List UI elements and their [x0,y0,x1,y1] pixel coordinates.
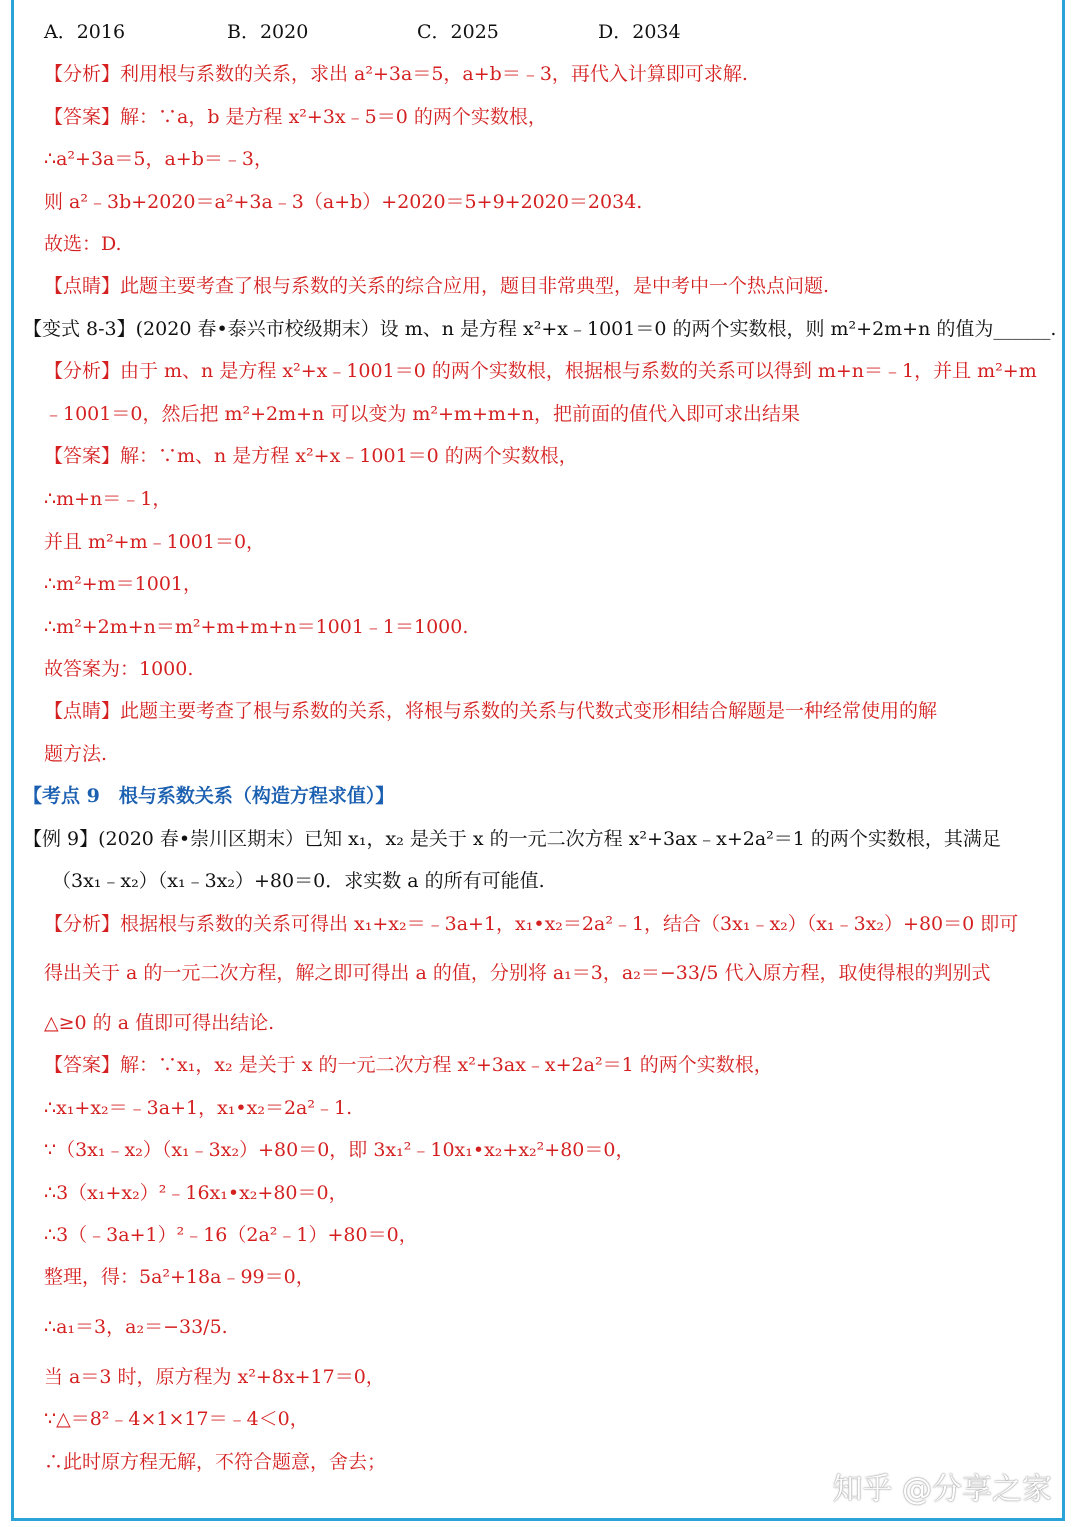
example9-question: 【例 9】(2020 春•崇川区期末）已知 x₁，x₂ 是关于 x 的一元二次方程 x²+3ax﹣x+2a²＝1 的两个实数根，其满足 [23,828,1001,850]
q1-comment: 【点睛】此题主要考查了根与系数的关系的综合应用，题目非常典型，是中考中一个热点问题. [44,275,830,297]
variant-analysis: 【分析】由于 m、n 是方程 x²+x﹣1001＝0 的两个实数根，根据根与系数的关系可以得到 m+n＝﹣1，并且 m²+m [44,360,1037,382]
example9-step: ∴3（x₁+x₂）²﹣16x₁•x₂+80＝0， [44,1182,348,1204]
example9-step: ∵△＝8²﹣4×1×17＝﹣4＜0， [44,1408,309,1430]
variant-comment: 【点睛】此题主要考查了根与系数的关系，将根与系数的关系与代数式变形相结合解题是一种经常使用的解 [44,700,938,722]
variant-question: 【变式 8-3】(2020 春•泰兴市校级期末）设 m、n 是方程 x²+x﹣1001＝0 的两个实数根，则 m²+2m+n 的值为______. [23,318,1057,340]
example9-step: ∴3（﹣3a+1）²﹣16（2a²﹣1）+80＝0， [44,1224,418,1246]
option-d: D．2034 [598,21,681,43]
variant-comment-cont: 题方法. [44,743,108,765]
q1-answer: 【答案】解：∵a，b 是方程 x²+3x﹣5＝0 的两个实数根， [44,106,547,128]
example9-step: 当 a＝3 时，原方程为 x²+8x+17＝0， [44,1366,385,1388]
example9-step: ∴此时原方程无解，不符合题意，舍去； [44,1451,387,1473]
q1-step: ∴a²+3a＝5，a+b＝﹣3， [44,148,273,170]
example9-step: ∵（3x₁﹣x₂）（x₁﹣3x₂）+80＝0，即 3x₁²﹣10x₁•x₂+x₂²+80＝0， [44,1139,635,1161]
variant-step: 并且 m²+m﹣1001＝0， [44,531,266,553]
option-b: B．2020 [227,21,309,43]
variant-step: ∴m²+2m+n＝m²+m+m+n＝1001﹣1＝1000. [44,616,469,638]
page-border [11,0,1065,1521]
answer-options [44,19,681,45]
example9-analysis: 【分析】根据根与系数的关系可得出 x₁+x₂＝﹣3a+1，x₁•x₂＝2a²﹣1，结合（3x₁﹣x₂）（x₁﹣3x₂）+80＝0 即可 [44,913,1019,935]
option-c: C．2025 [417,21,499,43]
q1-step: 则 a²﹣3b+2020＝a²+3a﹣3（a+b）+2020＝5+9+2020＝2034. [44,191,643,213]
example9-step: 整理，得：5a²+18a﹣99＝0， [44,1266,315,1288]
watermark: 知乎 @分享之家 [832,1472,1052,1507]
example9-question-cont: （3x₁﹣x₂）（x₁﹣3x₂）+80＝0．求实数 a 的所有可能值. [52,870,545,892]
q1-analysis: 【分析】利用根与系数的关系，求出 a²+3a＝5，a+b＝﹣3，再代入计算即可求解. [44,63,748,85]
variant-step: ∴m+n＝﹣1， [44,488,172,510]
variant-answer: 【答案】解：∵m、n 是方程 x²+x﹣1001＝0 的两个实数根， [44,445,578,467]
example9-analysis-cont: 得出关于 a 的一元二次方程，解之即可得出 a 的值，分别将 a₁＝3，a₂＝−33/5 代入原方程，取使得根的判别式 [44,962,991,984]
example9-answer: 【答案】解：∵x₁，x₂ 是关于 x 的一元二次方程 x²+3ax﹣x+2a²＝1 的两个实数根， [44,1054,773,1076]
variant-final: 故答案为：1000. [44,658,194,680]
example9-step: ∴x₁+x₂＝﹣3a+1，x₁•x₂＝2a²﹣1. [44,1097,353,1119]
example9-analysis-cont: △≥0 的 a 值即可得出结论. [44,1012,275,1034]
section-heading: 【考点 9 根与系数关系（构造方程求值）】 [23,785,395,807]
q1-choice: 故选：D. [44,233,122,255]
variant-analysis-cont: ﹣1001＝0，然后把 m²+2m+n 可以变为 m²+m+m+n，把前面的值代入即可求出结果 [44,403,801,425]
variant-step: ∴m²+m＝1001， [44,573,203,595]
example9-step: ∴a₁＝3，a₂＝−33/5. [44,1316,228,1338]
option-a: A．2016 [44,21,126,43]
